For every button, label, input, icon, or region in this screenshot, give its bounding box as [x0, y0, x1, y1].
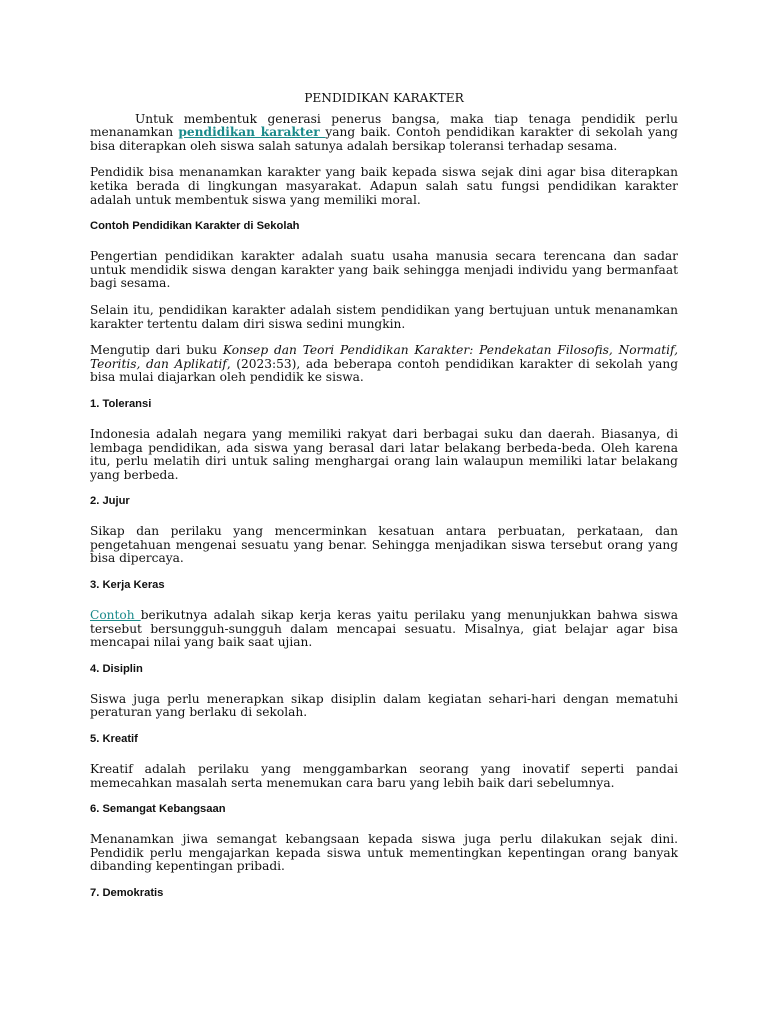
- item-heading-demokratis: 7. Demokratis: [90, 887, 164, 899]
- intro-text-after: yang baik. Contoh pendidikan karakter di sekolah yang bisa diterapkan oleh siswa salah satunya adalah bersikap toleransi terhadap sesama.: [90, 125, 678, 153]
- item-heading-kerja-keras: 3. Kerja Keras: [90, 579, 165, 592]
- item-heading-toleransi: 1. Toleransi: [90, 397, 152, 410]
- para5-text-before: Mengutip dari buku: [90, 343, 223, 358]
- paragraph-5: [90, 344, 678, 385]
- paragraph-4: Selain itu, pendidikan karakter adalah sistem pendidikan yang bertujuan untuk menanamkan karakter tertentu dalam diri siswa sedini mungkin.: [90, 302, 678, 331]
- book-title: Konsep dan Teori Pendidikan Karakter: Pendekatan Filosofis, Normatif, Teoritis, dan Aplikatif: [90, 343, 678, 371]
- item-text-kreatif: Kreatif adalah perilaku yang menggambarkan seorang yang inovatif seperti pandai memecahkan masalah serta menemukan cara baru yang lebih baik dari sebelumnya.: [90, 762, 678, 790]
- contoh-link[interactable]: Contoh: [90, 608, 141, 623]
- para5-text-after: , (2023:53), ada beberapa contoh pendidikan karakter di sekolah yang bisa mulai diajarkan oleh pendidik ke siswa.: [90, 356, 679, 385]
- item-text-jujur: Sikap dan perilaku yang mencerminkan kesatuan antara perbuatan, perkataan, dan pengetahuan mengenai sesuatu yang benar. Sehingga menjadikan siswa tersebut orang yang bisa dipercaya.: [90, 524, 678, 566]
- item-heading-disiplin: 4. Disiplin: [90, 662, 143, 675]
- item-heading-kreatif: 5. Kreatif: [90, 733, 138, 746]
- intro-paragraph: [90, 113, 678, 154]
- kerja-keras-text: berikutnya adalah sikap kerja keras yaitu perilaku yang menunjukkan bahwa siswa tersebut bersungguh-sungguh dalam mencapai sesuatu. Misalnya, giat belajar agar bisa mencapai nilai yang baik saat ujian.: [90, 608, 678, 650]
- item-text-semangat-kebangsaan: Menanamkan jiwa semangat kebangsaan kepada siswa juga perlu dilakukan sejak dini. Pendidik perlu mengajarkan kepada siswa untuk mementingkan kepentingan orang banyak dibanding kepentingan pribadi.: [90, 832, 678, 874]
- paragraph-3: Pengertian pendidikan karakter adalah suatu usaha manusia secara terencana dan sadar untuk mendidik siswa dengan karakter yang baik sehingga menjadi individu yang bermanfaat bagi sesama.: [90, 249, 678, 291]
- item-text-disiplin: Siswa juga perlu menerapkan sikap disiplin dalam kegiatan sehari-hari dengan mematuhi peraturan yang berlaku di sekolah.: [90, 691, 678, 720]
- pendidikan-karakter-link[interactable]: pendidikan karakter: [178, 125, 326, 140]
- paragraph-2: Pendidik bisa menanamkan karakter yang baik kepada siswa sejak dini agar bisa diterapkan ketika berada di lingkungan masyarakat. Adapun salah satu fungsi pendidikan karakter adalah untuk membentuk siswa yang memiliki moral.: [90, 165, 678, 207]
- document-title: PENDIDIKAN KARAKTER: [304, 91, 464, 105]
- item-heading-semangat-kebangsaan: 6. Semangat Kebangsaan: [90, 803, 226, 816]
- section-heading: Contoh Pendidikan Karakter di Sekolah: [90, 220, 300, 233]
- item-heading-jujur: 2. Jujur: [90, 495, 130, 508]
- intro-text-before: Untuk membentuk generasi penerus bangsa, maka tiap tenaga pendidik perlu menanamkan: [90, 111, 678, 140]
- item-text-kerja-keras: [90, 609, 678, 650]
- item-text-toleransi: Indonesia adalah negara yang memiliki rakyat dari berbagai suku dan daerah. Biasanya, di lembaga pendidikan, ada siswa yang berasal dari latar belakang berbeda-beda. Oleh karena itu, perlu melatih diri untuk saling menghargai orang lain walaupun memiliki latar belakang yang berbeda.: [90, 426, 678, 482]
